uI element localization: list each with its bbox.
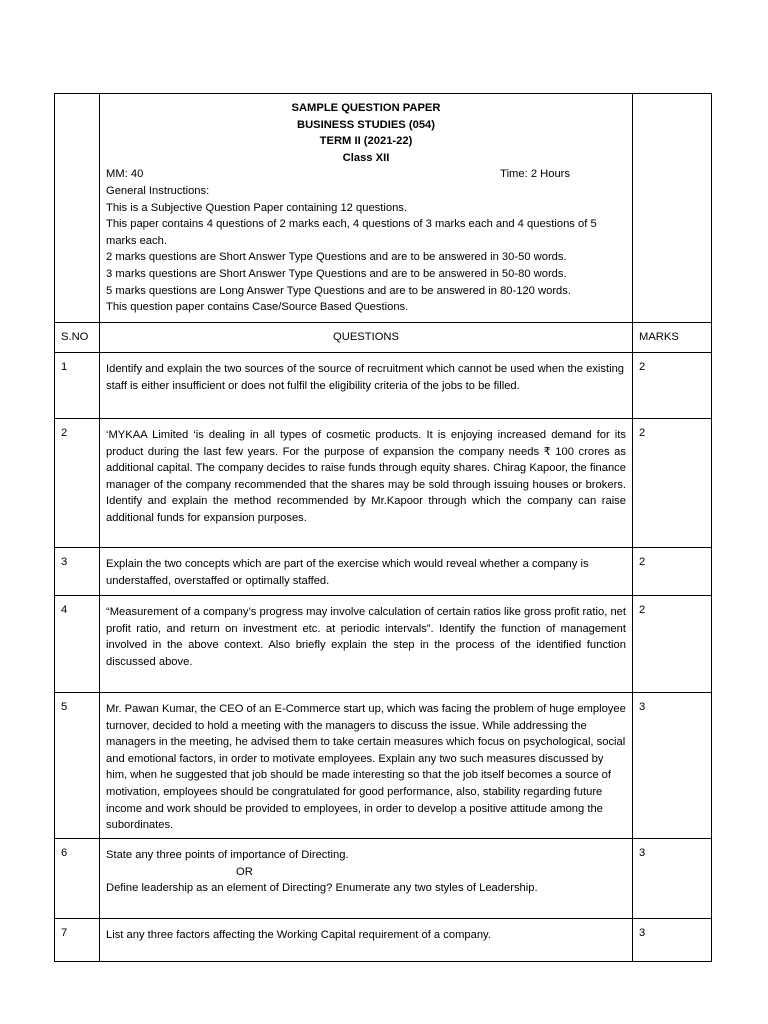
col-questions-header: QUESTIONS bbox=[100, 323, 633, 353]
question-part-a: State any three points of importance of Directing. bbox=[106, 849, 349, 861]
header-left-blank bbox=[55, 94, 100, 323]
question-marks: 2 bbox=[633, 353, 712, 419]
question-number: 7 bbox=[55, 919, 100, 962]
question-number: 3 bbox=[55, 548, 100, 596]
question-row-5 bbox=[55, 693, 712, 839]
question-number: 6 bbox=[55, 839, 100, 919]
header-row bbox=[55, 94, 712, 323]
paper-term: TERM II (2021-22) bbox=[319, 135, 413, 148]
question-marks: 3 bbox=[633, 839, 712, 919]
question-row-1 bbox=[55, 353, 712, 419]
question-marks: 2 bbox=[633, 548, 712, 596]
paper-header bbox=[100, 94, 633, 323]
time-allowed: Time: 2 Hours bbox=[500, 168, 570, 181]
question-paper-table bbox=[54, 93, 712, 962]
column-header-row bbox=[55, 323, 712, 353]
instruction-1: This is a Subjective Question Paper containing 12 questions. bbox=[106, 201, 407, 214]
header-right-blank bbox=[633, 94, 712, 323]
max-marks: MM: 40 bbox=[106, 168, 144, 181]
instruction-2: This paper contains 4 questions of 2 marks each, 4 questions of 3 marks each and 4 questions of 5 marks each. bbox=[106, 218, 597, 247]
question-row-6 bbox=[55, 839, 712, 919]
instruction-3: 2 marks questions are Short Answer Type Questions and are to be answered in 30-50 words. bbox=[106, 251, 567, 264]
or-separator: OR bbox=[236, 865, 253, 878]
instruction-5: 5 marks questions are Long Answer Type Questions and are to be answered in 80-120 words. bbox=[106, 284, 571, 297]
col-sno-header: S.NO bbox=[55, 323, 100, 353]
question-number: 2 bbox=[55, 419, 100, 548]
paper-class: Class XII bbox=[342, 151, 390, 164]
paper-title: SAMPLE QUESTION PAPER bbox=[291, 102, 441, 114]
question-text: ‘MYKAA Limited ‘is dealing in all types of cosmetic products. It is enjoying increased demand for its product during the last few years. For the purpose of expansion the company needs ₹ 100 crores as additional capital. The company decides to raise funds through equity shares. Chirag Kapoor, the finance manager of the company recommended that the shares may be sold through issuing houses or brokers. Identify and explain the method recommended by Mr.Kapoor through which the company can raise additional funds for expansion purposes. bbox=[100, 419, 633, 548]
question-marks: 3 bbox=[633, 693, 712, 839]
question-marks: 2 bbox=[633, 596, 712, 693]
question-row-2 bbox=[55, 419, 712, 548]
question-text: Explain the two concepts which are part of the exercise which would reveal whether a company is understaffed, overstaffed or optimally staffed. bbox=[100, 548, 633, 596]
question-text: “Measurement of a company’s progress may involve calculation of certain ratios like gross profit ratio, net profit ratio, and return on investment etc. at periodic intervals”. Identify the function of management involved in the above context. Also briefly explain the step in the process of the identified function discussed above. bbox=[100, 596, 633, 693]
instruction-4: 3 marks questions are Short Answer Type Questions and are to be answered in 50-80 words. bbox=[106, 267, 567, 280]
question-part-b: Define leadership as an element of Directing? Enumerate any two styles of Leadership. bbox=[106, 882, 538, 895]
col-marks-header: MARKS bbox=[633, 323, 712, 353]
question-marks: 2 bbox=[633, 419, 712, 548]
question-row-4 bbox=[55, 596, 712, 693]
question-marks: 3 bbox=[633, 919, 712, 962]
marks-time-row bbox=[106, 166, 626, 183]
question-row-7 bbox=[55, 919, 712, 962]
question-text: Mr. Pawan Kumar, the CEO of an E-Commerce start up, which was facing the problem of huge employee turnover, decided to hold a meeting with the managers to discuss the issue. While addressing the managers in the meeting, he advised them to take certain measures which focus on psychological, social and emotional factors, in order to motivate employees. Explain any two such measures discussed by him, when he suggested that job should be made interesting so that the job itself becomes a source of motivation, employees should be congratulated for good performance, also, stability regarding future income and work should be provided to employees, in order to develop a positive attitude among the subordinates. bbox=[100, 693, 633, 839]
question-number: 4 bbox=[55, 596, 100, 693]
question-text: Identify and explain the two sources of the source of recruitment which cannot be used when the existing staff is either insufficient or does not fulfil the eligibility criteria of the jobs to be filled. bbox=[100, 353, 633, 419]
question-text: List any three factors affecting the Working Capital requirement of a company. bbox=[100, 919, 633, 962]
question-number: 5 bbox=[55, 693, 100, 839]
paper-subject: BUSINESS STUDIES (054) bbox=[296, 118, 435, 131]
question-number: 1 bbox=[55, 353, 100, 419]
instructions-title: General Instructions: bbox=[106, 184, 210, 197]
question-row-3 bbox=[55, 548, 712, 596]
question-text bbox=[100, 839, 633, 919]
instruction-6: This question paper contains Case/Source Based Questions. bbox=[106, 301, 409, 314]
